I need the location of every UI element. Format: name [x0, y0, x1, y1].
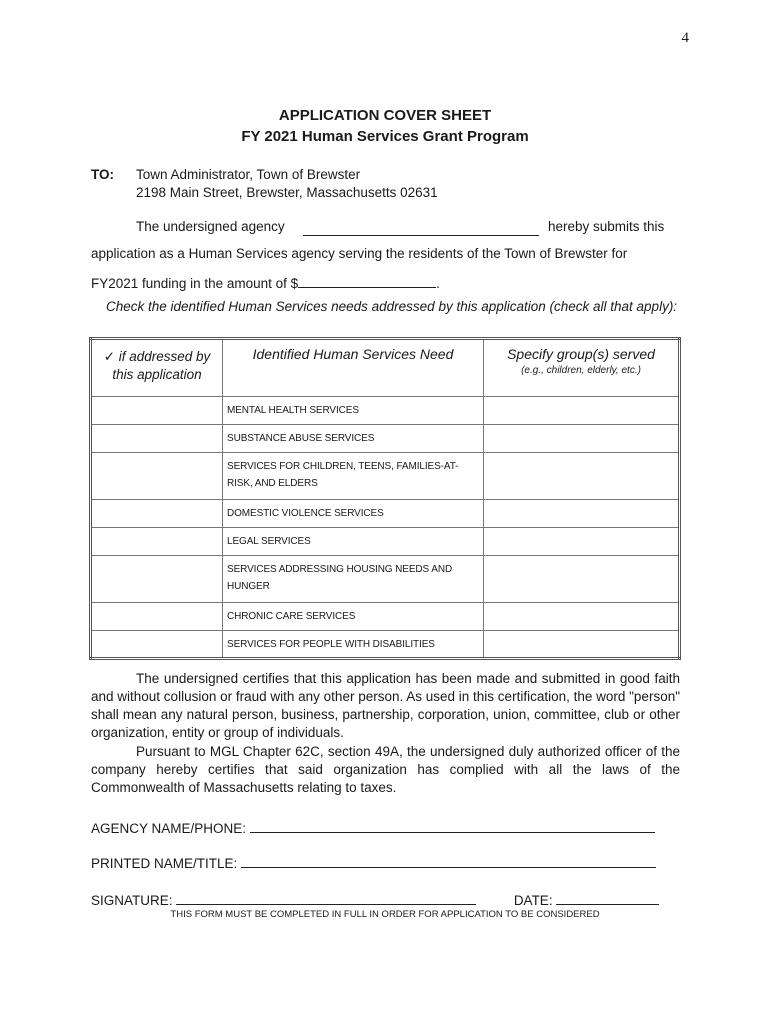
completion-notice: THIS FORM MUST BE COMPLETED IN FULL IN ORDER FOR APPLICATION TO BE CONSIDERED	[170, 909, 600, 920]
need-disabilities: SERVICES FOR PEOPLE WITH DISABILITIES	[223, 631, 484, 659]
page-number: 4	[681, 30, 689, 46]
recipient-line-1: Town Administrator, Town of Brewster	[136, 167, 361, 182]
table-row	[91, 425, 680, 453]
table-row	[91, 500, 680, 528]
table-row	[91, 453, 680, 500]
agency-name-row	[91, 818, 655, 836]
check-cell-disabilities[interactable]	[91, 631, 223, 659]
need-legal: LEGAL SERVICES	[223, 528, 484, 556]
amount-prefix: FY2021 funding in the amount of $	[91, 276, 299, 291]
date-field[interactable]	[556, 890, 659, 905]
signature-field[interactable]	[176, 890, 476, 905]
need-housing-hunger: SERVICES ADDRESSING HOUSING NEEDS AND HUNGER	[223, 556, 484, 603]
group-cell-mental-health[interactable]	[484, 397, 680, 425]
check-instructions: Check the identified Human Services needs addressed by this application (check all that apply):	[106, 299, 678, 314]
amount-blank[interactable]	[298, 273, 436, 288]
check-cell-domestic-violence[interactable]	[91, 500, 223, 528]
printed-name-field[interactable]	[241, 853, 656, 868]
printed-name-label: PRINTED NAME/TITLE:	[91, 856, 238, 871]
intro-agency-prefix: The undersigned agency	[136, 219, 285, 234]
check-cell-chronic-care[interactable]	[91, 603, 223, 631]
table-row	[91, 603, 680, 631]
check-cell-children-families[interactable]	[91, 453, 223, 500]
signature-label: SIGNATURE:	[91, 893, 173, 908]
need-children-families: SERVICES FOR CHILDREN, TEENS, FAMILIES-AT-RISK, AND ELDERS	[223, 453, 484, 500]
agency-name-blank[interactable]	[303, 221, 539, 236]
page-title: APPLICATION COVER SHEET	[278, 107, 492, 124]
header-group-hint: (e.g., children, elderly, etc.)	[521, 365, 641, 376]
header-check: ✓ if addressed by this application	[91, 339, 223, 397]
group-cell-housing-hunger[interactable]	[484, 556, 680, 603]
need-chronic-care: CHRONIC CARE SERVICES	[223, 603, 484, 631]
table-row	[91, 397, 680, 425]
table-header-row	[91, 339, 680, 397]
need-domestic-violence: DOMESTIC VIOLENCE SERVICES	[223, 500, 484, 528]
certification-paragraph: The undersigned certifies that this application has been made and submitted in good faith and without collusion or fraud with any other person. As used in this certification, the word "person" shall mean any natural person, business, partnership, corporation, union, committee, club or other organization, entity or group of individuals.	[91, 671, 680, 740]
tax-compliance-paragraph: Pursuant to MGL Chapter 62C, section 49A, the undersigned duly authorized officer of the company hereby certifies that said organization has complied with all the laws of the Commonwealth of Massachusetts relating to taxes.	[91, 744, 680, 795]
check-cell-legal[interactable]	[91, 528, 223, 556]
group-cell-substance-abuse[interactable]	[484, 425, 680, 453]
group-cell-chronic-care[interactable]	[484, 603, 680, 631]
needs-table	[89, 337, 681, 660]
printed-name-row	[91, 853, 656, 871]
need-substance-abuse: SUBSTANCE ABUSE SERVICES	[223, 425, 484, 453]
check-cell-housing-hunger[interactable]	[91, 556, 223, 603]
check-cell-substance-abuse[interactable]	[91, 425, 223, 453]
check-cell-mental-health[interactable]	[91, 397, 223, 425]
table-row	[91, 556, 680, 603]
intro-line-2: application as a Human Services agency serving the residents of the Town of Brewster for	[91, 246, 628, 261]
intro-agency-suffix: hereby submits this	[548, 219, 665, 234]
table-row	[91, 528, 680, 556]
header-group	[484, 339, 680, 397]
to-label: TO:	[91, 167, 114, 182]
amount-suffix: .	[436, 276, 440, 291]
group-cell-legal[interactable]	[484, 528, 680, 556]
header-group-label: Specify group(s) served	[507, 346, 655, 362]
date-label: DATE:	[513, 893, 553, 908]
group-cell-children-families[interactable]	[484, 453, 680, 500]
group-cell-domestic-violence[interactable]	[484, 500, 680, 528]
agency-name-label: AGENCY NAME/PHONE:	[91, 821, 247, 836]
need-mental-health: MENTAL HEALTH SERVICES	[223, 397, 484, 425]
group-cell-disabilities[interactable]	[484, 631, 680, 659]
intro-amount-line	[91, 273, 440, 291]
table-row	[91, 631, 680, 659]
agency-name-field[interactable]	[250, 818, 655, 833]
signature-row	[91, 890, 659, 908]
page-subtitle: FY 2021 Human Services Grant Program	[241, 128, 529, 145]
header-need: Identified Human Services Need	[223, 339, 484, 397]
recipient-line-2: 2198 Main Street, Brewster, Massachusetts 02631	[136, 185, 438, 200]
